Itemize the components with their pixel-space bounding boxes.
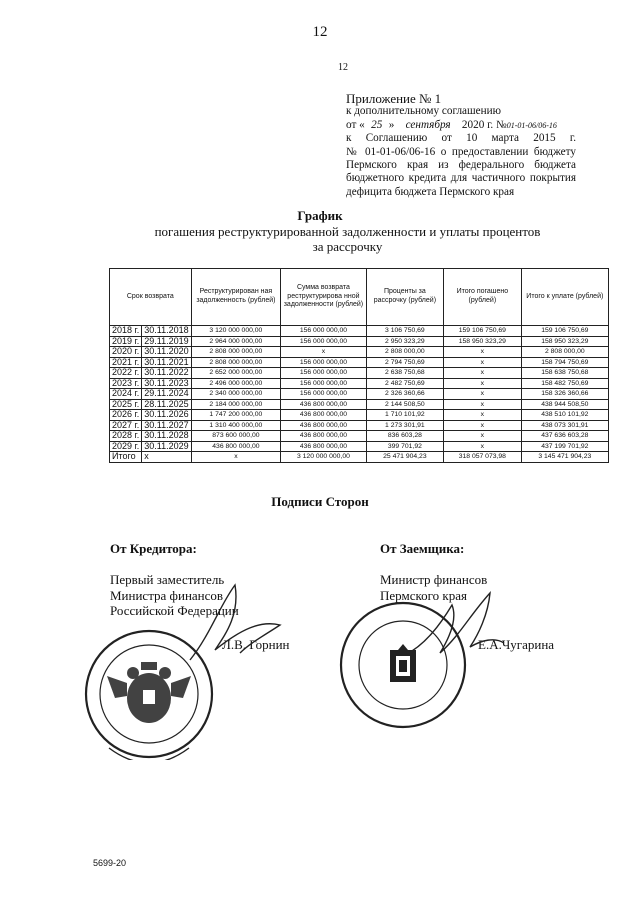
creditor-line2: Министра финансов [110, 587, 224, 603]
cell-return-sum: x [281, 347, 367, 358]
cell-interest: 1 273 301,91 [366, 420, 443, 431]
creditor-heading: От Кредитора: [110, 541, 197, 556]
footer-code: 5699-20 [93, 858, 127, 868]
cell-return-sum: 156 000 000,00 [281, 326, 367, 337]
header-restructured: Реструктурирован ная задолженность (рублей) [191, 269, 281, 326]
cell-interest: 399 701,92 [366, 441, 443, 452]
cell-date: x [142, 452, 191, 463]
cell-restructured: 2 184 000 000,00 [191, 399, 281, 410]
cell-return-sum: 156 000 000,00 [281, 389, 367, 400]
cell-return-sum: 156 000 000,00 [281, 378, 367, 389]
cell-restructured: 436 800 000,00 [191, 441, 281, 452]
cell-interest: 2 144 508,50 [366, 399, 443, 410]
cell-date: 29.11.2024 [142, 389, 191, 400]
cell-return-sum: 156 000 000,00 [281, 368, 367, 379]
appendix-block [346, 92, 576, 199]
appendix-date-mid: » [388, 118, 395, 131]
header-term: Срок возврата [110, 269, 192, 326]
cell-date: 30.11.2022 [142, 368, 191, 379]
cell-date: 28.11.2025 [142, 399, 191, 410]
appendix-month: сентября [405, 118, 451, 131]
cell-total-repaid: 158 950 323,29 [444, 336, 522, 347]
creditor-line1: Первый заместитель [110, 572, 225, 587]
appendix-year: 2020 г. № [461, 118, 507, 131]
creditor-line3: Российской Федерации [110, 603, 239, 618]
cell-restructured: 1 310 400 000,00 [191, 420, 281, 431]
header-interest: Проценты за рассрочку (рублей) [366, 269, 443, 326]
cell-restructured: 2 340 000 000,00 [191, 389, 281, 400]
cell-total-repaid: x [444, 389, 522, 400]
cell-restructured: 873 600 000,00 [191, 431, 281, 442]
cell-restructured: 2 652 000 000,00 [191, 368, 281, 379]
cell-interest: 2 794 750,69 [366, 357, 443, 368]
table-row [110, 347, 609, 358]
cell-interest: 3 106 750,69 [366, 326, 443, 337]
cell-total-repaid: 159 106 750,69 [444, 326, 522, 337]
cell-return-sum: 436 800 000,00 [281, 399, 367, 410]
cell-total-repaid: x [444, 399, 522, 410]
appendix-line1: к дополнительному соглашению [346, 105, 501, 118]
cell-total-pay: 437 636 603,28 [521, 431, 608, 442]
cell-date: 30.11.2018 [142, 326, 191, 337]
cell-return-sum: 156 000 000,00 [281, 336, 367, 347]
cell-date: 30.11.2029 [142, 441, 191, 452]
debtor-name: Е.А.Чугарина [478, 637, 555, 652]
debtor-line1: Министр финансов [380, 572, 488, 587]
cell-return-sum: 156 000 000,00 [281, 357, 367, 368]
cell-total-pay: 158 326 360,66 [521, 389, 608, 400]
cell-date: 30.11.2028 [142, 431, 191, 442]
debtor-line2: Пермского края [380, 587, 467, 603]
cell-year: 2022 г. [110, 368, 142, 379]
table-row [110, 336, 609, 347]
cell-return-sum: 3 120 000 000,00 [281, 452, 367, 463]
cell-year: 2029 г. [110, 441, 142, 452]
cell-total-pay: 2 808 000,00 [521, 347, 608, 358]
signatures-title: Подписи Сторон [271, 494, 369, 509]
appendix-number: 01-01-06/06-16 [506, 120, 557, 130]
cell-year: 2023 г. [110, 378, 142, 389]
table-row [110, 357, 609, 368]
cell-interest: 25 471 904,23 [366, 452, 443, 463]
cell-return-sum: 436 800 000,00 [281, 420, 367, 431]
debtor-signature-icon [400, 585, 510, 675]
schedule-subtitle: погашения реструктурированной задолженности и уплаты процентов за рассрочку [154, 224, 541, 254]
cell-year: 2027 г. [110, 420, 142, 431]
cell-total-repaid: x [444, 347, 522, 358]
cell-total-repaid: x [444, 378, 522, 389]
cell-date: 30.11.2021 [142, 357, 191, 368]
cell-total-pay: 438 944 508,50 [521, 399, 608, 410]
cell-total-pay: 158 950 323,29 [521, 336, 608, 347]
table-row [110, 431, 609, 442]
cell-year: Итого [110, 452, 142, 463]
table-row [110, 378, 609, 389]
cell-total-pay: 437 199 701,92 [521, 441, 608, 452]
cell-restructured: 1 747 200 000,00 [191, 410, 281, 421]
cell-year: 2025 г. [110, 399, 142, 410]
cell-year: 2020 г. [110, 347, 142, 358]
table-row [110, 326, 609, 337]
cell-total-pay: 158 482 750,69 [521, 378, 608, 389]
cell-total-repaid: x [444, 368, 522, 379]
appendix-line6: бюджетного кредита для частичного покрытия [346, 172, 576, 185]
cell-return-sum: 436 800 000,00 [281, 431, 367, 442]
cell-total-repaid: x [444, 410, 522, 421]
appendix-line5: Пермского края из федерального бюджета [346, 159, 576, 172]
cell-restructured: 2 496 000 000,00 [191, 378, 281, 389]
cell-year: 2019 г. [110, 336, 142, 347]
cell-interest: 836 603,28 [366, 431, 443, 442]
cell-total-pay: 158 794 750,69 [521, 357, 608, 368]
schedule-title: График [297, 208, 343, 223]
cell-interest: 2 808 000,00 [366, 347, 443, 358]
page-number-top: 12 [312, 24, 328, 40]
header-total-pay: Итого к уплате (рублей) [521, 269, 608, 326]
table-row [110, 389, 609, 400]
cell-year: 2028 г. [110, 431, 142, 442]
cell-total-pay: 438 073 301,91 [521, 420, 608, 431]
repayment-schedule-table [109, 268, 609, 463]
table-row [110, 441, 609, 452]
cell-date: 29.11.2019 [142, 336, 191, 347]
table-row [110, 410, 609, 421]
appendix-line2 [346, 119, 576, 132]
cell-restructured: 2 808 000 000,00 [191, 347, 281, 358]
appendix-date-prefix: от « [346, 118, 365, 131]
table-row [110, 399, 609, 410]
cell-interest: 1 710 101,92 [366, 410, 443, 421]
cell-total-pay: 3 145 471 904,23 [521, 452, 608, 463]
appendix-line4: № 01-01-06/06-16 о предоставлении бюджету [346, 145, 576, 158]
cell-total-repaid: x [444, 441, 522, 452]
cell-date: 30.11.2020 [142, 347, 191, 358]
cell-interest: 2 950 323,29 [366, 336, 443, 347]
cell-total-pay: 159 106 750,69 [521, 326, 608, 337]
creditor-name: Л.В. Горнин [222, 637, 290, 652]
cell-return-sum: 436 800 000,00 [281, 410, 367, 421]
cell-total-repaid: x [444, 420, 522, 431]
appendix-title: Приложение № 1 [346, 91, 442, 106]
cell-total-repaid: 318 057 073,98 [444, 452, 522, 463]
appendix-line7: дефицита бюджета Пермского края [346, 185, 515, 198]
table-header-row [110, 269, 609, 326]
cell-year: 2026 г. [110, 410, 142, 421]
creditor-signature-icon [180, 575, 300, 670]
cell-restructured: 3 120 000 000,00 [191, 326, 281, 337]
page-number-sub: 12 [338, 62, 348, 73]
cell-date: 30.11.2027 [142, 420, 191, 431]
cell-interest: 2 326 360,66 [366, 389, 443, 400]
table-row [110, 420, 609, 431]
cell-restructured: 2 964 000 000,00 [191, 336, 281, 347]
appendix-line3: к Соглашению от 10 марта 2015 г. [346, 132, 576, 145]
cell-total-pay: 438 510 101,92 [521, 410, 608, 421]
cell-return-sum: 436 800 000,00 [281, 441, 367, 452]
cell-restructured: 2 808 000 000,00 [191, 357, 281, 368]
cell-date: 30.11.2026 [142, 410, 191, 421]
cell-year: 2021 г. [110, 357, 142, 368]
cell-date: 30.11.2023 [142, 378, 191, 389]
table-row [110, 452, 609, 463]
cell-restructured: x [191, 452, 281, 463]
header-return-sum: Сумма возврата реструктурирова нной задолженности (рублей) [281, 269, 367, 326]
cell-year: 2024 г. [110, 389, 142, 400]
cell-total-repaid: x [444, 357, 522, 368]
cell-total-repaid: x [444, 431, 522, 442]
cell-interest: 2 482 750,69 [366, 378, 443, 389]
appendix-day: 25 [371, 118, 383, 131]
header-total-repaid: Итого погашено (рублей) [444, 269, 522, 326]
debtor-heading: От Заемщика: [380, 541, 465, 556]
cell-interest: 2 638 750,68 [366, 368, 443, 379]
cell-year: 2018 г. [110, 326, 142, 337]
table-row [110, 368, 609, 379]
cell-total-pay: 158 638 750,68 [521, 368, 608, 379]
